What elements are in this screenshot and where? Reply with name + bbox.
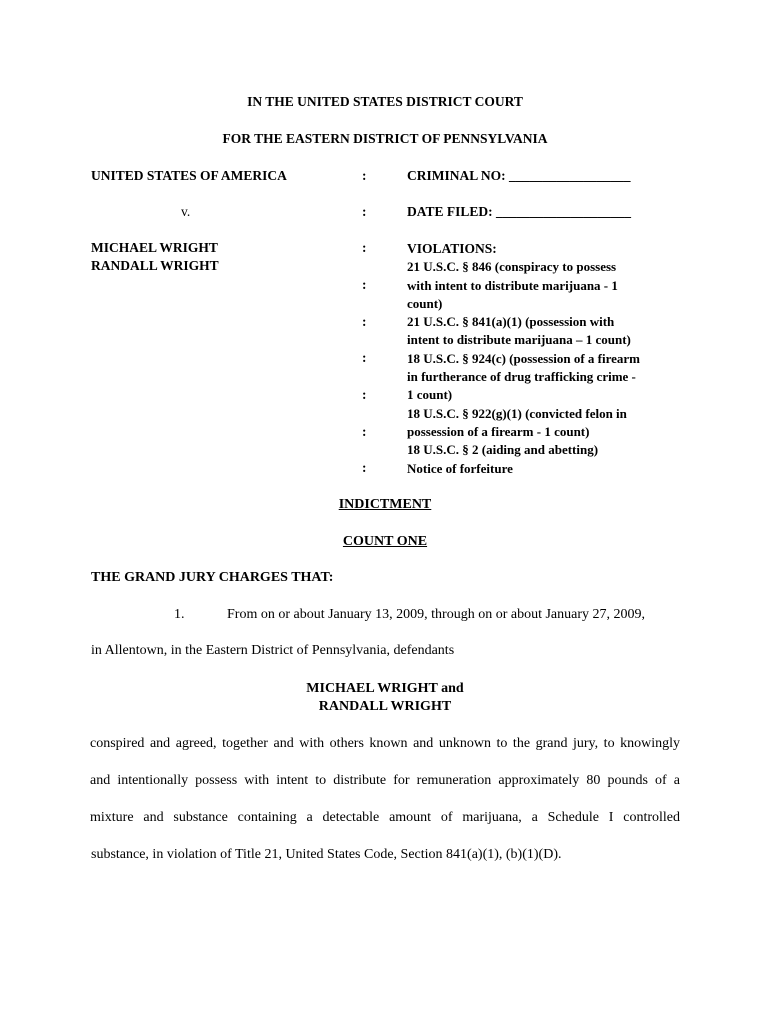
versus: v. <box>181 204 191 219</box>
plaintiff-name: UNITED STATES OF AMERICA <box>91 168 287 183</box>
violation-line: 18 U.S.C. § 924(c) (possession of a firearm <box>407 350 641 366</box>
violation-line: 18 U.S.C. § 2 (aiding and abetting) <box>407 442 599 458</box>
caption-colon: : <box>362 350 367 365</box>
caption-colon: : <box>362 277 367 292</box>
defendant-name-2: RANDALL WRIGHT <box>91 258 219 273</box>
paragraph-number: 1. <box>174 607 185 622</box>
body-text-line: and intentionally possess with intent to distribute for remuneration approximately 80 pounds of a <box>90 773 680 788</box>
violation-line: 18 U.S.C. § 922(g)(1) (convicted felon in <box>407 405 627 421</box>
caption-colon: : <box>362 168 367 183</box>
indictment-heading: INDICTMENT <box>338 497 432 512</box>
body-text-line: mixture and substance containing a detectable amount of marijuana, a Schedule I controlled <box>90 810 680 825</box>
court-district: FOR THE EASTERN DISTRICT OF PENNSYLVANIA <box>222 131 548 146</box>
caption-colon: : <box>362 204 367 219</box>
caption-colon: : <box>362 240 367 255</box>
caption-colon: : <box>362 387 367 402</box>
date-filed-field: DATE FILED: ____________________ <box>407 204 632 219</box>
violation-line: Notice of forfeiture <box>407 460 513 476</box>
paragraph-text: From on or about January 13, 2009, through on or about January 27, 2009, <box>227 607 645 622</box>
defendants-line: RANDALL WRIGHT <box>318 699 452 714</box>
defendant-name-1: MICHAEL WRIGHT <box>91 240 218 255</box>
body-text-line: substance, in violation of Title 21, United States Code, Section 841(a)(1), (b)(1)(D). <box>91 847 562 862</box>
violation-line: 21 U.S.C. § 846 (conspiracy to possess <box>407 259 617 275</box>
violations-list <box>407 240 640 478</box>
violations-title: VIOLATIONS: <box>407 241 497 256</box>
charges-heading: THE GRAND JURY CHARGES THAT: <box>91 570 334 585</box>
violation-line: 1 count) <box>407 387 453 403</box>
criminal-number-field: CRIMINAL NO: __________________ <box>407 168 631 183</box>
defendants-line: MICHAEL WRIGHT and <box>306 681 464 696</box>
court-name: IN THE UNITED STATES DISTRICT COURT <box>247 94 523 109</box>
count-one-heading: COUNT ONE <box>342 534 428 549</box>
violation-line: with intent to distribute marijuana - 1 <box>407 277 618 293</box>
violation-line: possession of a firearm - 1 count) <box>407 423 590 439</box>
caption-colon: : <box>362 314 367 329</box>
violation-line: intent to distribute marijuana – 1 count) <box>407 332 631 348</box>
violation-line: in furtherance of drug trafficking crime - <box>407 369 636 385</box>
body-text-line: conspired and agreed, together and with others known and unknown to the grand jury, to knowingly <box>90 736 680 751</box>
violation-line: count) <box>407 295 443 311</box>
caption-colon: : <box>362 424 367 439</box>
caption-colon: : <box>362 460 367 475</box>
paragraph-text: in Allentown, in the Eastern District of Pennsylvania, defendants <box>91 643 455 658</box>
violation-line: 21 U.S.C. § 841(a)(1) (possession with <box>407 314 615 330</box>
defendants-block <box>0 680 770 716</box>
